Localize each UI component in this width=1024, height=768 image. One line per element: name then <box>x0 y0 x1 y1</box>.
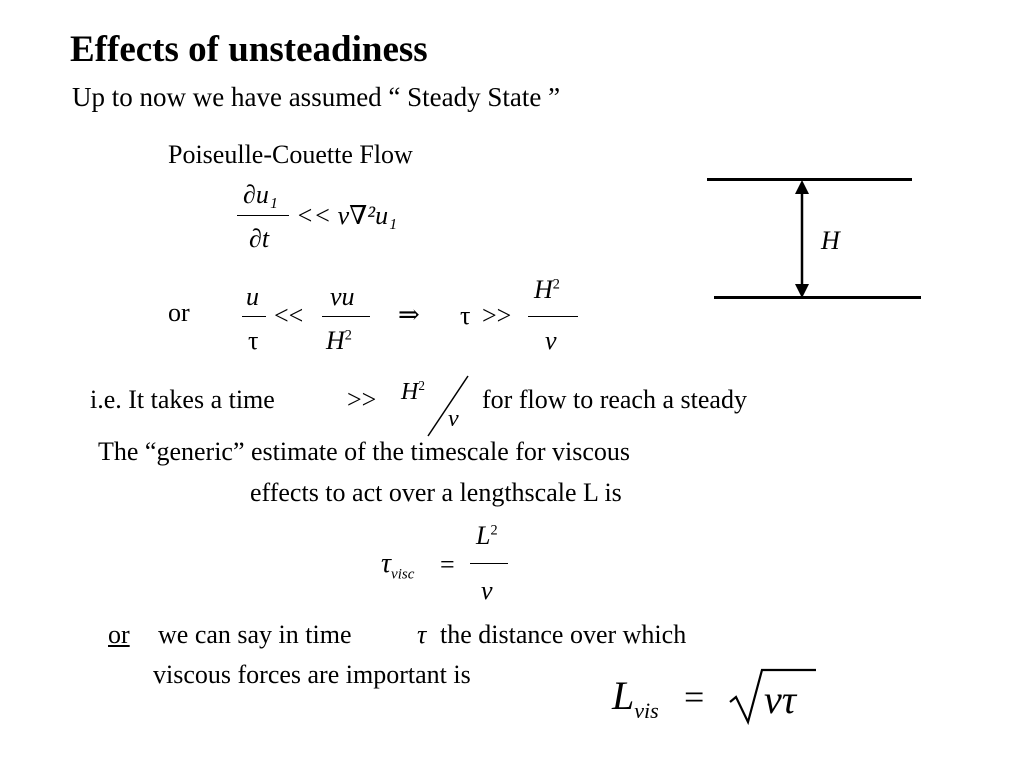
double-arrow-icon <box>790 178 814 300</box>
generic-line-1: The “generic” estimate of the timescale for viscous <box>98 437 631 466</box>
eq1-numerator: ∂u₁ <box>243 180 278 209</box>
eq4-equals: = <box>684 677 705 717</box>
ie-fraction-denominator: v <box>448 406 459 432</box>
eq2-tau: τ <box>460 301 471 330</box>
eq4-radicand: vτ <box>764 677 797 722</box>
eq2-op-much-less: << <box>274 301 304 330</box>
eq1-rhs: << v∇²u₁ <box>296 201 398 230</box>
final-line-2: viscous forces are important is <box>153 660 471 689</box>
eq4-lhs: $L_{vis}$ <box>612 673 659 723</box>
eq2-a-numerator: u <box>246 282 259 311</box>
ie-line-suffix: for flow to reach a steady <box>482 385 747 414</box>
eq2-a-bar <box>242 316 266 317</box>
final-line-1a: we can say in time <box>158 620 352 649</box>
diagram-label-h: H <box>821 226 840 255</box>
section-label: Poiseulle-Couette Flow <box>168 140 413 169</box>
final-or-label: or <box>108 620 130 649</box>
generic-line-2: effects to act over a lengthscale L is <box>250 478 622 507</box>
eq2-b-bar <box>322 316 370 317</box>
eq3-fraction-bar <box>470 563 508 564</box>
eq2-a-denominator: τ <box>248 326 259 355</box>
eq2-c-numerator: $H^2$ <box>534 275 560 304</box>
final-line-1b: the distance over which <box>440 620 687 649</box>
ie-line-operator: >> <box>347 385 377 414</box>
eq2-op-much-greater: >> <box>482 301 512 330</box>
eq2-b-numerator: vu <box>330 282 355 311</box>
eq2-c-bar <box>528 316 578 317</box>
eq1-fraction-bar <box>237 215 289 216</box>
eq3-denominator: v <box>481 576 493 605</box>
page-subtitle: Up to now we have assumed “ Steady State ” <box>72 82 561 112</box>
final-tau: τ <box>417 620 427 649</box>
ie-line-prefix: i.e. It takes a time <box>90 385 275 414</box>
ie-fraction-numerator: $H^2$ <box>401 378 425 405</box>
eq2-c-denominator: v <box>545 326 557 355</box>
eq3-lhs: $\tau_{visc}$ <box>381 548 415 583</box>
page-title: Effects of unsteadiness <box>70 29 428 70</box>
eq2-implies-arrow: ⇒ <box>398 300 420 329</box>
eq3-numerator: $L^2$ <box>476 521 498 550</box>
bottom-plate <box>714 296 921 299</box>
or-label: or <box>168 298 190 327</box>
eq2-b-denominator: $H^2$ <box>326 326 352 355</box>
eq1-denominator: ∂t <box>249 224 270 253</box>
eq3-equals: = <box>440 550 455 579</box>
